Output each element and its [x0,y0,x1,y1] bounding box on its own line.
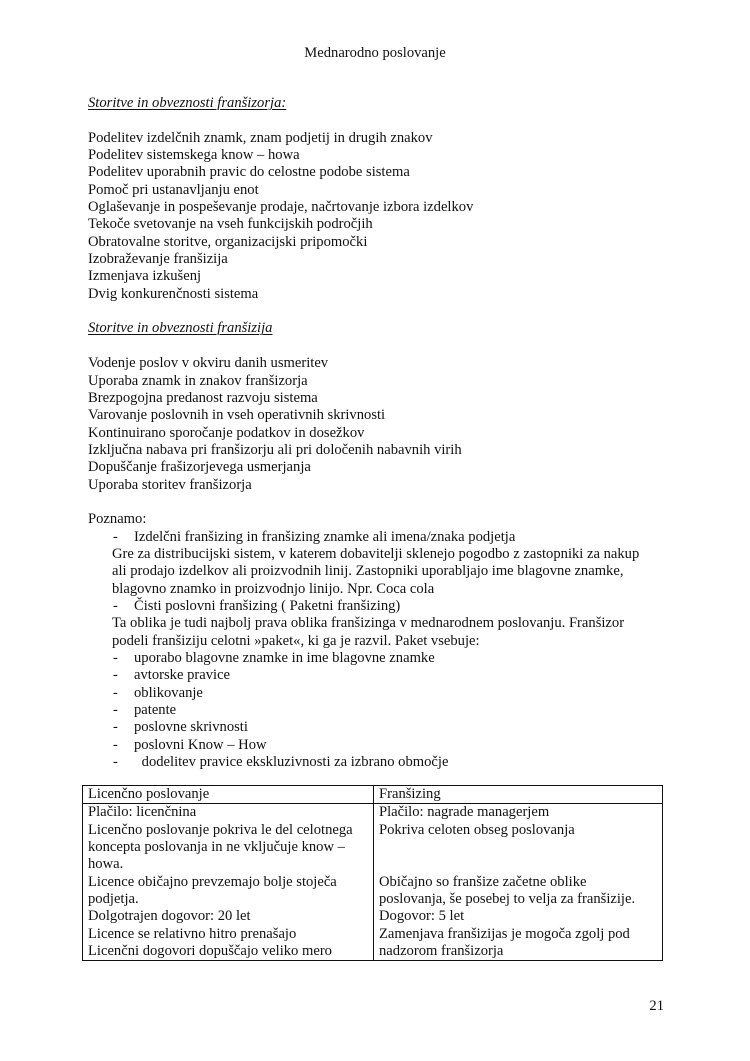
list-item: Izmenjava izkušenj [88,268,202,285]
page-number: 21 [649,998,664,1014]
section-heading-franchisor: Storitve in obveznosti franšizorja: [88,95,287,111]
known-types-label: Poznamo: [88,511,147,528]
list-item: Podelitev uporabnih pravic do celostne podobe sistema [88,164,410,181]
list-item: Izobraževanje franšizija [88,251,228,268]
list-item: Oglaševanje in pospeševanje prodaje, načrtovanje izbora izdelkov [88,199,474,216]
table-row [83,804,663,961]
paragraph-line: Gre za distribucijski sistem, v katerem dobavitelji sklenejo pogodbo z zastopniki za nakup [112,545,640,562]
list-item: - avtorske pravice [113,667,231,684]
list-item: - oblikovanje [113,684,203,701]
franchising-cell: Plačilo: nagrade managerjem Pokriva celoten obseg poslovanja Običajno so franšize začetne oblike poslovanja, še posebej to velja za franšizije. Dogovor: 5 let Zamenjava franšizijas je mogoča zgolj pod nadzorom franšizorja [374,804,663,961]
spacer [88,338,668,355]
list-item: Vodenje poslov v okviru danih usmeritev [88,355,329,372]
franchise-type-description [88,546,672,598]
dash-bullet-icon: - [113,754,118,771]
list-item: Obratovalne storitve, organizacijski pripomočki [88,233,368,250]
spacer [88,494,668,511]
paragraph-line: blagovno znamko in proizvodnjo linijo. Npr. Coca cola [112,580,435,597]
paragraph-line: ali prodajo izdelkov ali proizvodnih linij. Zastopniki uporabljajo ime blagovne znamke, [112,563,624,580]
dash-bullet-icon: - [113,719,118,736]
table-header-licensing: Licenčno poslovanje [83,786,374,804]
list-item: Uporaba storitev franšizorja [88,476,252,493]
list-item: - poslovne skrivnosti [113,719,248,736]
dash-bullet-icon: - [113,702,118,719]
list-item: Podelitev sistemskega know – howa [88,147,300,164]
franchise-type-description [88,615,672,650]
list-item: Izključna nabava pri franšizorju ali pri določenih nabavnih virih [88,441,462,458]
list-item: Kontinuirano sporočanje podatkov in dosežkov [88,424,365,441]
dash-bullet-icon: - [113,667,118,684]
list-item: Dvig konkurenčnosti sistema [88,285,259,302]
page-header-title: Mednarodno poslovanje [304,45,446,61]
list-item: - patente [113,702,177,719]
paragraph-line: Ta oblika je tudi najbolj prava oblika franšizinga v mednarodnem poslovanju. Franšizor [112,615,625,632]
list-item: Varovanje poslovnih in vseh operativnih skrivnosti [88,407,386,424]
table-header-row [83,786,663,804]
dash-bullet-icon: - [113,736,118,753]
list-item: Podelitev izdelčnih znamk, znam podjetij in drugih znakov [88,129,433,146]
list-item: Uporaba znamk in znakov franšizorja [88,372,308,389]
dash-bullet-icon: - [113,597,118,614]
franchise-type-product [88,529,668,546]
list-item: - uporabo blagovne znamke in ime blagovne znamke [113,650,435,666]
list-item: Pomoč pri ustanavljanju enot [88,181,259,198]
list-item: Tekoče svetovanje na vseh funkcijskih področjih [88,216,373,233]
licensing-cell: Plačilo: licenčnina Licenčno poslovanje pokriva le del celotnega koncepta poslovanja in ne vključuje know – howa. Licence običajno prevzemajo bolje stoječa podjetja. Dolgotrajen dogovor: 20 let Licence se relativno hitro prenašajo Licenčni dogovori dopuščajo veliko mero [83,804,374,961]
dash-bullet-icon: - [113,650,118,666]
franchisor-obligations-list [88,130,668,303]
dash-bullet-icon: - [113,684,118,701]
package-contents-list [88,650,668,771]
list-item: - dodelitev pravice ekskluzivnosti za izbrano območje [113,754,449,771]
dash-bullet-icon: - [113,528,118,545]
table-header-franchising: Franšizing [374,786,663,804]
list-item: Dopuščanje frašizorjevega usmerjanja [88,459,311,476]
list-item: Brezpogojna predanost razvoju sistema [88,389,318,406]
paragraph-line: podeli franšiziju celotni »paket«, ki ga je razvil. Paket vsebuje: [112,632,480,649]
franchisee-obligations-list [88,355,668,494]
licensing-vs-franchising-table [82,785,663,961]
spacer [88,112,668,129]
spacer [88,303,668,320]
document-body [88,95,668,771]
franchise-type-business [88,598,668,615]
list-item: - poslovni Know – How [113,736,267,753]
section-heading-franchisee: Storitve in obveznosti franšizija [88,320,273,337]
franchise-type-title: Čisti poslovni franšizing ( Paketni franšizing) [134,597,401,614]
franchise-type-title: Izdelčni franšizing in franšizing znamke ali imena/znaka podjetja [134,528,516,545]
